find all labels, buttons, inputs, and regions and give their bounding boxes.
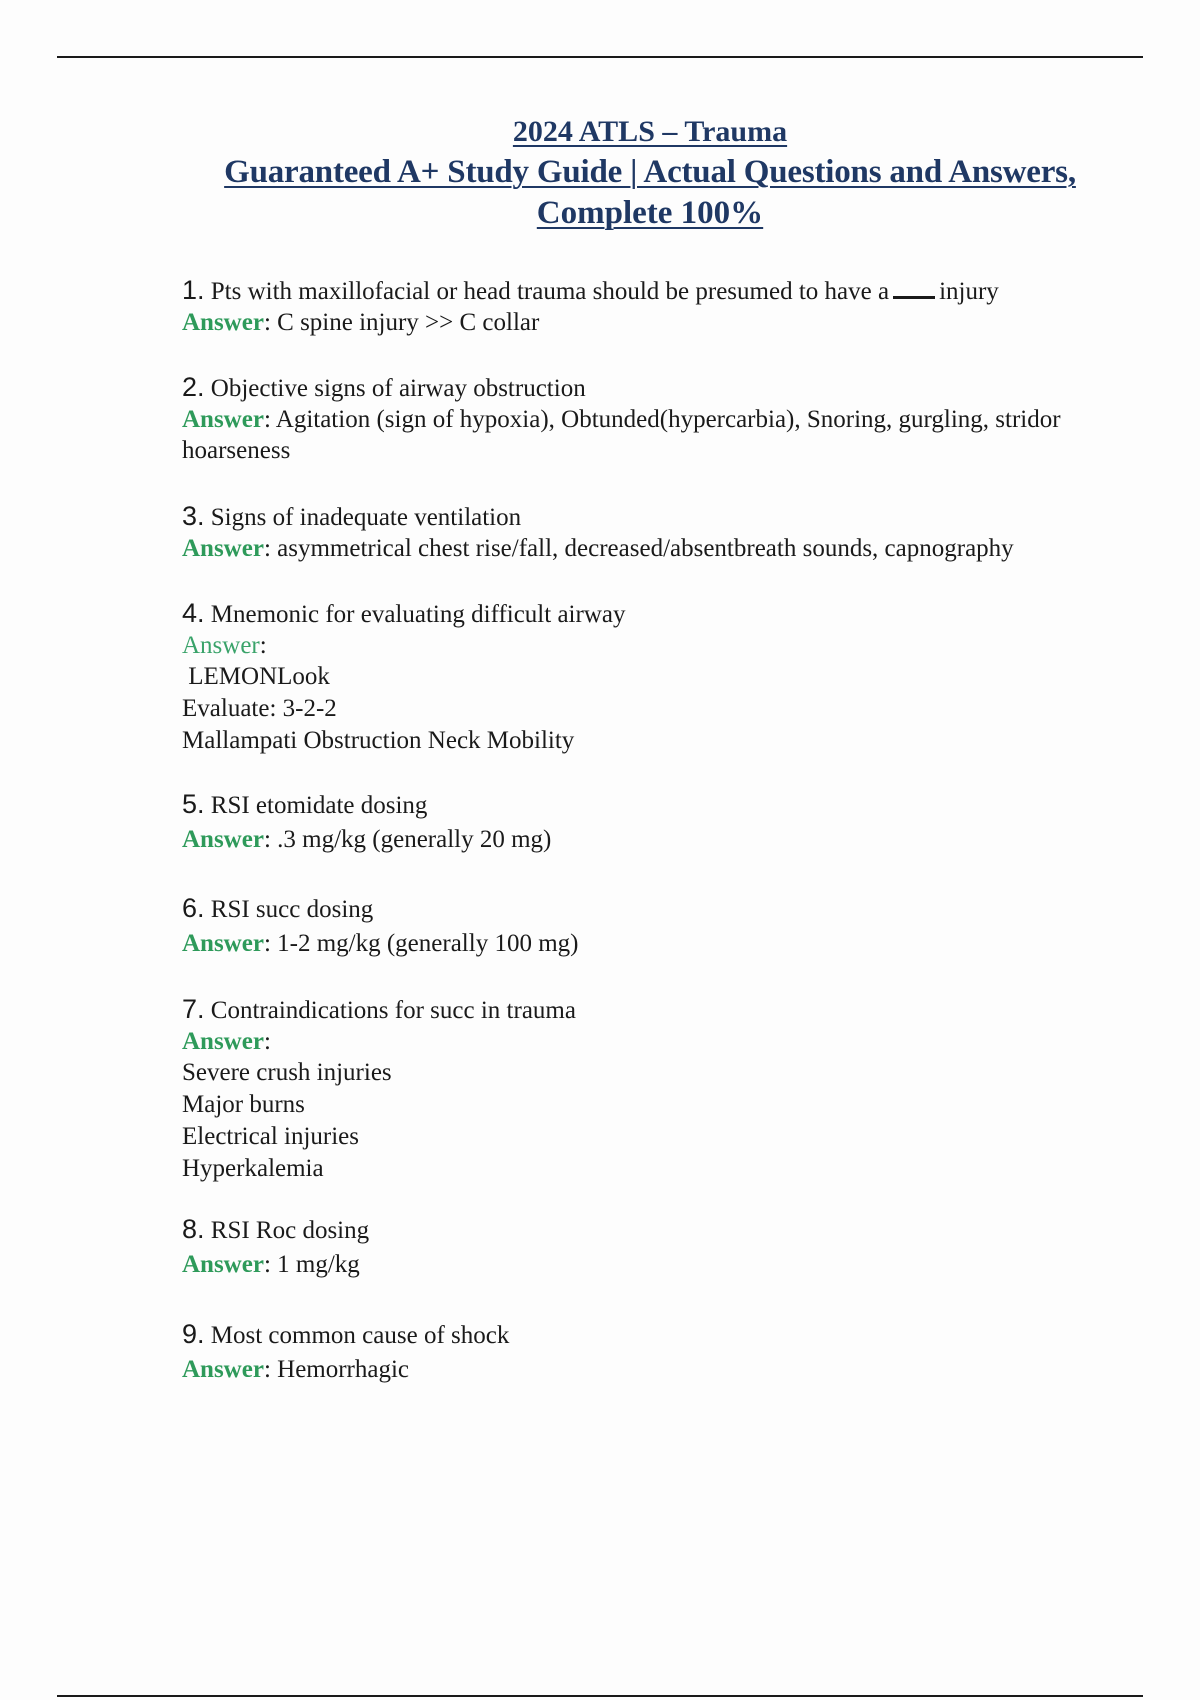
answer: Answer: Agitation (sign of hypoxia), Obtunded(hypercarbia), Snoring, gurgling, stridor hoarseness (182, 406, 1061, 464)
answer-text: C spine injury >> C collar (277, 309, 540, 336)
qa-item-1 (182, 275, 1117, 338)
question (182, 994, 1117, 1026)
question (182, 275, 1117, 307)
answer: Answer: asymmetrical chest rise/fall, decreased/absentbreath sounds, capnography (182, 535, 1014, 562)
question-text: RSI succ dosing (210, 896, 374, 923)
answer-label: Answer (182, 535, 264, 562)
answer: Answer: 1-2 mg/kg (generally 100 mg) (182, 930, 579, 957)
qa-item-2 (182, 372, 1117, 466)
question (182, 1214, 1117, 1246)
qa-item-3 (182, 501, 1117, 564)
answer: Answer: (182, 1028, 271, 1055)
answer: Answer: C spine injury >> C collar (182, 309, 540, 336)
question-text: Objective signs of airway obstruction (210, 375, 586, 402)
answer-line: Severe crush injuries (182, 1059, 392, 1086)
title-line-2: Guaranteed A+ Study Guide | Actual Questions and Answers, (224, 154, 1076, 190)
question (182, 1319, 1117, 1351)
answer-text: asymmetrical chest rise/fall, decreased/absentbreath sounds, capnography (277, 535, 1014, 562)
qa-item-8 (182, 1214, 1117, 1280)
question-number: 6. (182, 893, 205, 923)
question (182, 598, 1117, 630)
qa-item-9 (182, 1319, 1117, 1385)
qa-item-4 (182, 598, 1117, 757)
fill-in-blank (893, 296, 935, 299)
answer-text: 1-2 mg/kg (generally 100 mg) (277, 930, 579, 957)
answer-text: Agitation (sign of hypoxia), Obtunded(hypercarbia), Snoring, gurgling, stridor hoarseness (182, 406, 1061, 464)
answer-line: Electrical injuries (182, 1123, 360, 1150)
answer-line: Hyperkalemia (182, 1155, 324, 1182)
question-text: Pts with maxillofacial or head trauma should be presumed to have a (210, 278, 890, 305)
question-number: 9. (182, 1319, 205, 1349)
question (182, 789, 1117, 821)
answer-text: .3 mg/kg (generally 20 mg) (277, 826, 552, 853)
answer-text: 1 mg/kg (277, 1251, 360, 1278)
answer: Answer: Hemorrhagic (182, 1356, 410, 1383)
answer-line: LEMONLook (182, 663, 330, 690)
answer-text: Hemorrhagic (277, 1356, 410, 1383)
question-number: 2. (182, 372, 205, 402)
question-text: RSI etomidate dosing (210, 792, 428, 819)
answer: Answer: .3 mg/kg (generally 20 mg) (182, 826, 552, 853)
answer-label: Answer (182, 406, 264, 433)
question-number: 1. (182, 275, 205, 305)
answer-label: Answer (182, 1251, 264, 1278)
question-text: Signs of inadequate ventilation (210, 504, 522, 531)
answer-label: Answer (182, 632, 260, 659)
answer-label: Answer (182, 1028, 264, 1055)
question (182, 893, 1117, 925)
answer-line: Mallampati Obstruction Neck Mobility (182, 727, 575, 754)
answer-label: Answer (182, 309, 264, 336)
question (182, 372, 1117, 404)
top-rule (57, 56, 1143, 58)
title-line-1: 2024 ATLS – Trauma (512, 115, 788, 148)
answer: Answer: (182, 632, 267, 659)
question-number: 7. (182, 994, 205, 1024)
answer-label: Answer (182, 1356, 264, 1383)
answer: Answer: 1 mg/kg (182, 1251, 360, 1278)
qa-item-5 (182, 789, 1117, 855)
answer-label: Answer (182, 930, 264, 957)
question-text: RSI Roc dosing (210, 1217, 370, 1244)
question-text-end: injury (939, 278, 999, 305)
title-line-3: Complete 100% (536, 195, 764, 231)
bottom-rule (57, 1695, 1143, 1697)
question-number: 4. (182, 598, 205, 628)
question-text: Mnemonic for evaluating difficult airway (210, 601, 626, 628)
answer-label: Answer (182, 826, 264, 853)
answer-line: Evaluate: 3-2-2 (182, 695, 337, 722)
question-number: 8. (182, 1214, 205, 1244)
qa-item-6 (182, 893, 1117, 959)
question-number: 3. (182, 501, 205, 531)
question-text: Most common cause of shock (210, 1322, 510, 1349)
document-title (150, 112, 1150, 234)
question (182, 501, 1117, 533)
question-text: Contraindications for succ in trauma (210, 997, 576, 1024)
qa-item-7 (182, 994, 1117, 1185)
answer-line: Major burns (182, 1091, 305, 1118)
question-number: 5. (182, 789, 205, 819)
